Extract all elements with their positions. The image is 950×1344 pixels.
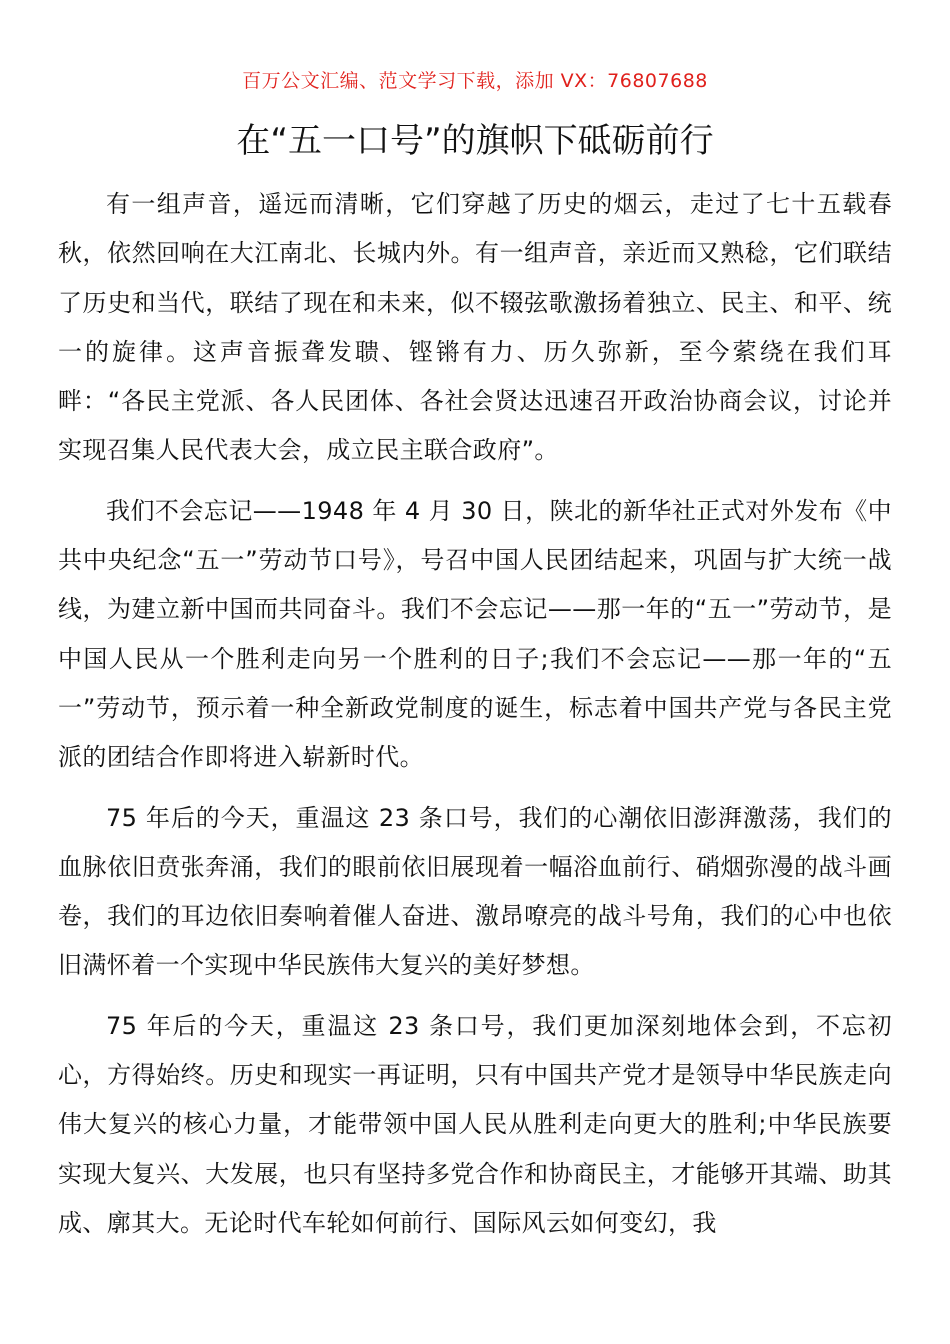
paragraph-1: 有一组声音，遥远而清晰，它们穿越了历史的烟云，走过了七十五载春秋，依然回响在大江南北、长城内外。有一组声音，亲近而又熟稔，它们联结了历史和当代，联结了现在和未来，似不辍弦歌激扬着独立、民主、和平、统一的旋律。这声音振聋发聩、铿锵有力、历久弥新，至今萦绕在我们耳畔：“各民主党派、各人民团体、各社会贤达迅速召开政治协商会议，讨论并实现召集人民代表大会，成立民主联合政府”。 (58, 190, 892, 465)
document-title: 在“五一口号”的旗帜下砥砺前行 (236, 121, 714, 161)
paragraph-4: 75 年后的今天，重温这 23 条口号，我们更加深刻地体会到，不忘初心，方得始终。历史和现实一再证明，只有中国共产党才是领导中华民族走向伟大复兴的核心力量，才能带领中国人民从胜利走向更大的胜利;中华民族要实现大复兴、大发展，也只有坚持多党合作和协商民主，才能够开其端、助其成、廓其大。无论时代车轮如何前行、国际风云如何变幻，我 (58, 1011, 892, 1237)
paragraph-3: 75 年后的今天，重温这 23 条口号，我们的心潮依旧澎湃激荡，我们的血脉依旧贲张奔涌，我们的眼前依旧展现着一幅浴血前行、硝烟弥漫的战斗画卷，我们的耳边依旧奏响着催人奋进、激昂嘹亮的战斗号角，我们的心中也依旧满怀着一个实现中华民族伟大复兴的美好梦想。 (58, 803, 892, 980)
document-page (58, 0, 892, 1344)
document-body (58, 180, 892, 1259)
header-watermark-note: 百万公文汇编、范文学习下载，添加 VX：76807688 (242, 70, 708, 92)
paragraph-2: 我们不会忘记——1948 年 4 月 30 日，陕北的新华社正式对外发布《中共中央纪念“五一”劳动节口号》，号召中国人民团结起来，巩固与扩大统一战线，为建立新中国而共同奋斗。我们不会忘记——那一年的“五一”劳动节，是中国人民从一个胜利走向另一个胜利的日子;我们不会忘记——那一年的“五一”劳动节，预示着一种全新政党制度的诞生，标志着中国共产党与各民主党派的团结合作即将进入崭新时代。 (58, 496, 892, 772)
